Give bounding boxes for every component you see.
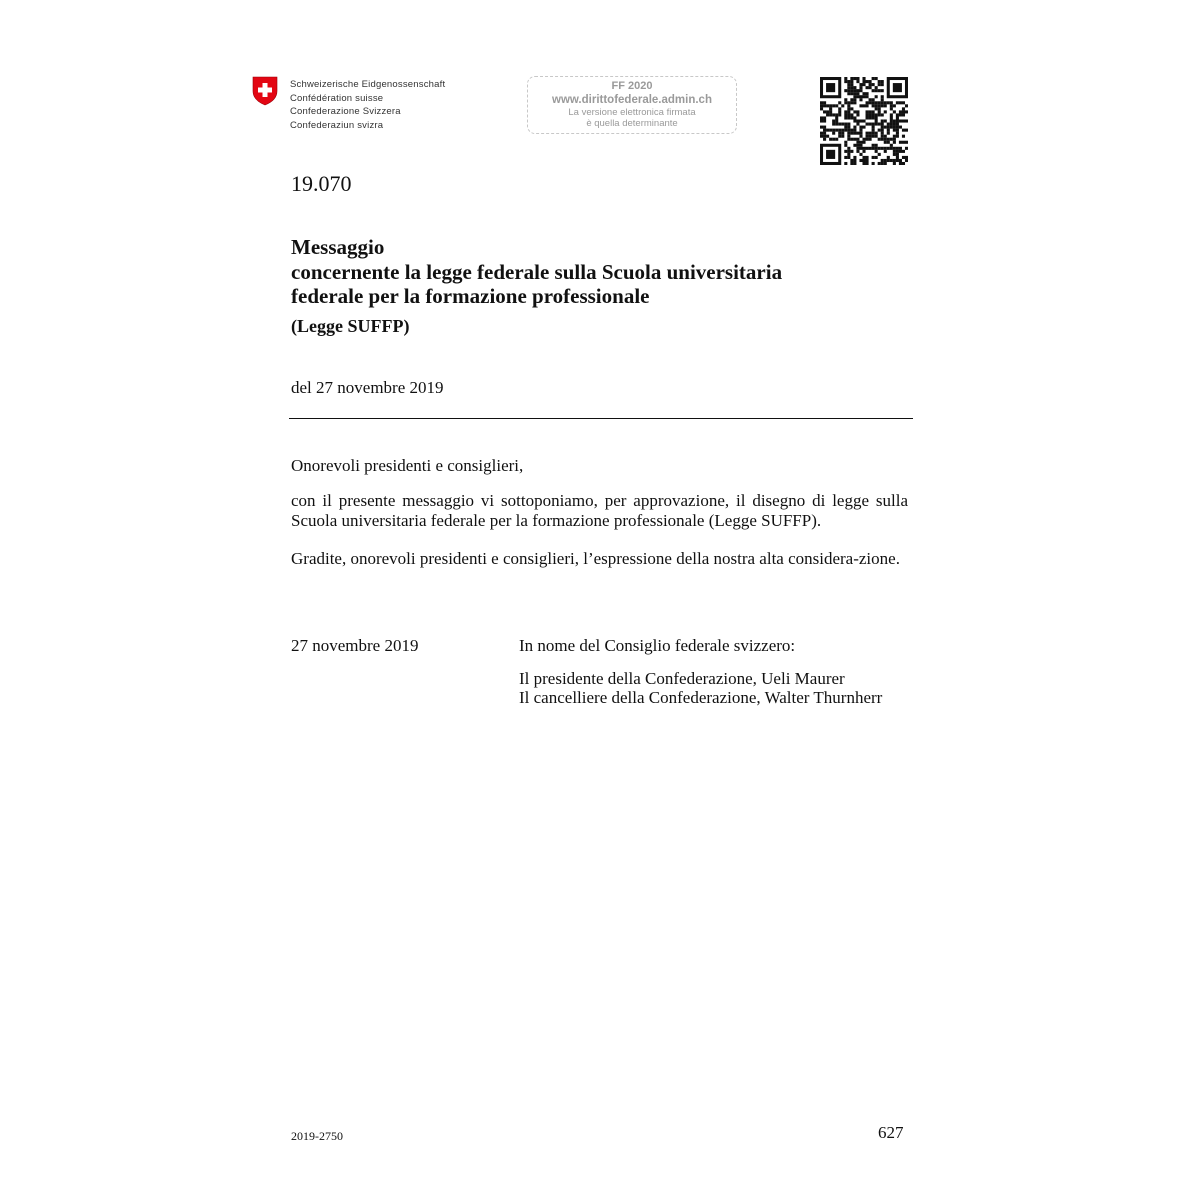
document-date: del 27 novembre 2019 [291, 378, 444, 397]
qr-code-icon [820, 77, 908, 165]
title-line: Messaggio [291, 235, 385, 259]
salutation: Onorevoli presidenti e consiglieri, [291, 456, 524, 475]
signature-block [519, 636, 882, 708]
title-line: federale per la formazione professionale [291, 284, 650, 308]
signature-date: 27 novembre 2019 [291, 636, 419, 655]
swiss-coat-of-arms-icon [252, 76, 278, 106]
stamp-website: www.dirittofederale.admin.ch [552, 94, 712, 106]
header-divider [289, 418, 913, 419]
stamp-ff-reference: FF 2020 [611, 80, 653, 92]
federal-name-de: Schweizerische Eidgenossenschaft [290, 79, 446, 90]
body-paragraph: con il presente messaggio vi sottoponiamo, per approvazione, il disegno di legge sulla Scuola universitaria federale per la formazione professionale (Legge SUFFP). [291, 491, 908, 530]
electronic-version-stamp [527, 76, 737, 134]
signature-intro: In nome del Consiglio federale svizzero: [519, 636, 796, 655]
document-title [291, 235, 782, 309]
page-number: 627 [878, 1123, 904, 1142]
body-paragraph: Gradite, onorevoli presidenti e consiglieri, l’espressione della nostra alta considera-zione. [291, 549, 900, 568]
document-number: 19.070 [291, 171, 352, 196]
federal-name-fr: Confédération suisse [290, 92, 384, 104]
federal-administration-names [290, 78, 445, 132]
federal-name-rm: Confederaziun svizra [290, 119, 384, 131]
document-subtitle: (Legge SUFFP) [291, 316, 410, 336]
federal-name-it: Confederazione Svizzera [290, 106, 401, 117]
signature-president: Il presidente della Confederazione, Ueli Maurer [519, 668, 845, 688]
title-line: concernente la legge federale sulla Scuola universitaria [291, 259, 783, 284]
stamp-note-line1: La versione elettronica firmata [568, 107, 696, 118]
footer-document-code: 2019-2750 [291, 1129, 343, 1143]
signature-chancellor: Il cancelliere della Confederazione, Walter Thurnherr [519, 688, 883, 707]
stamp-note-line2: è quella determinante [586, 118, 678, 129]
